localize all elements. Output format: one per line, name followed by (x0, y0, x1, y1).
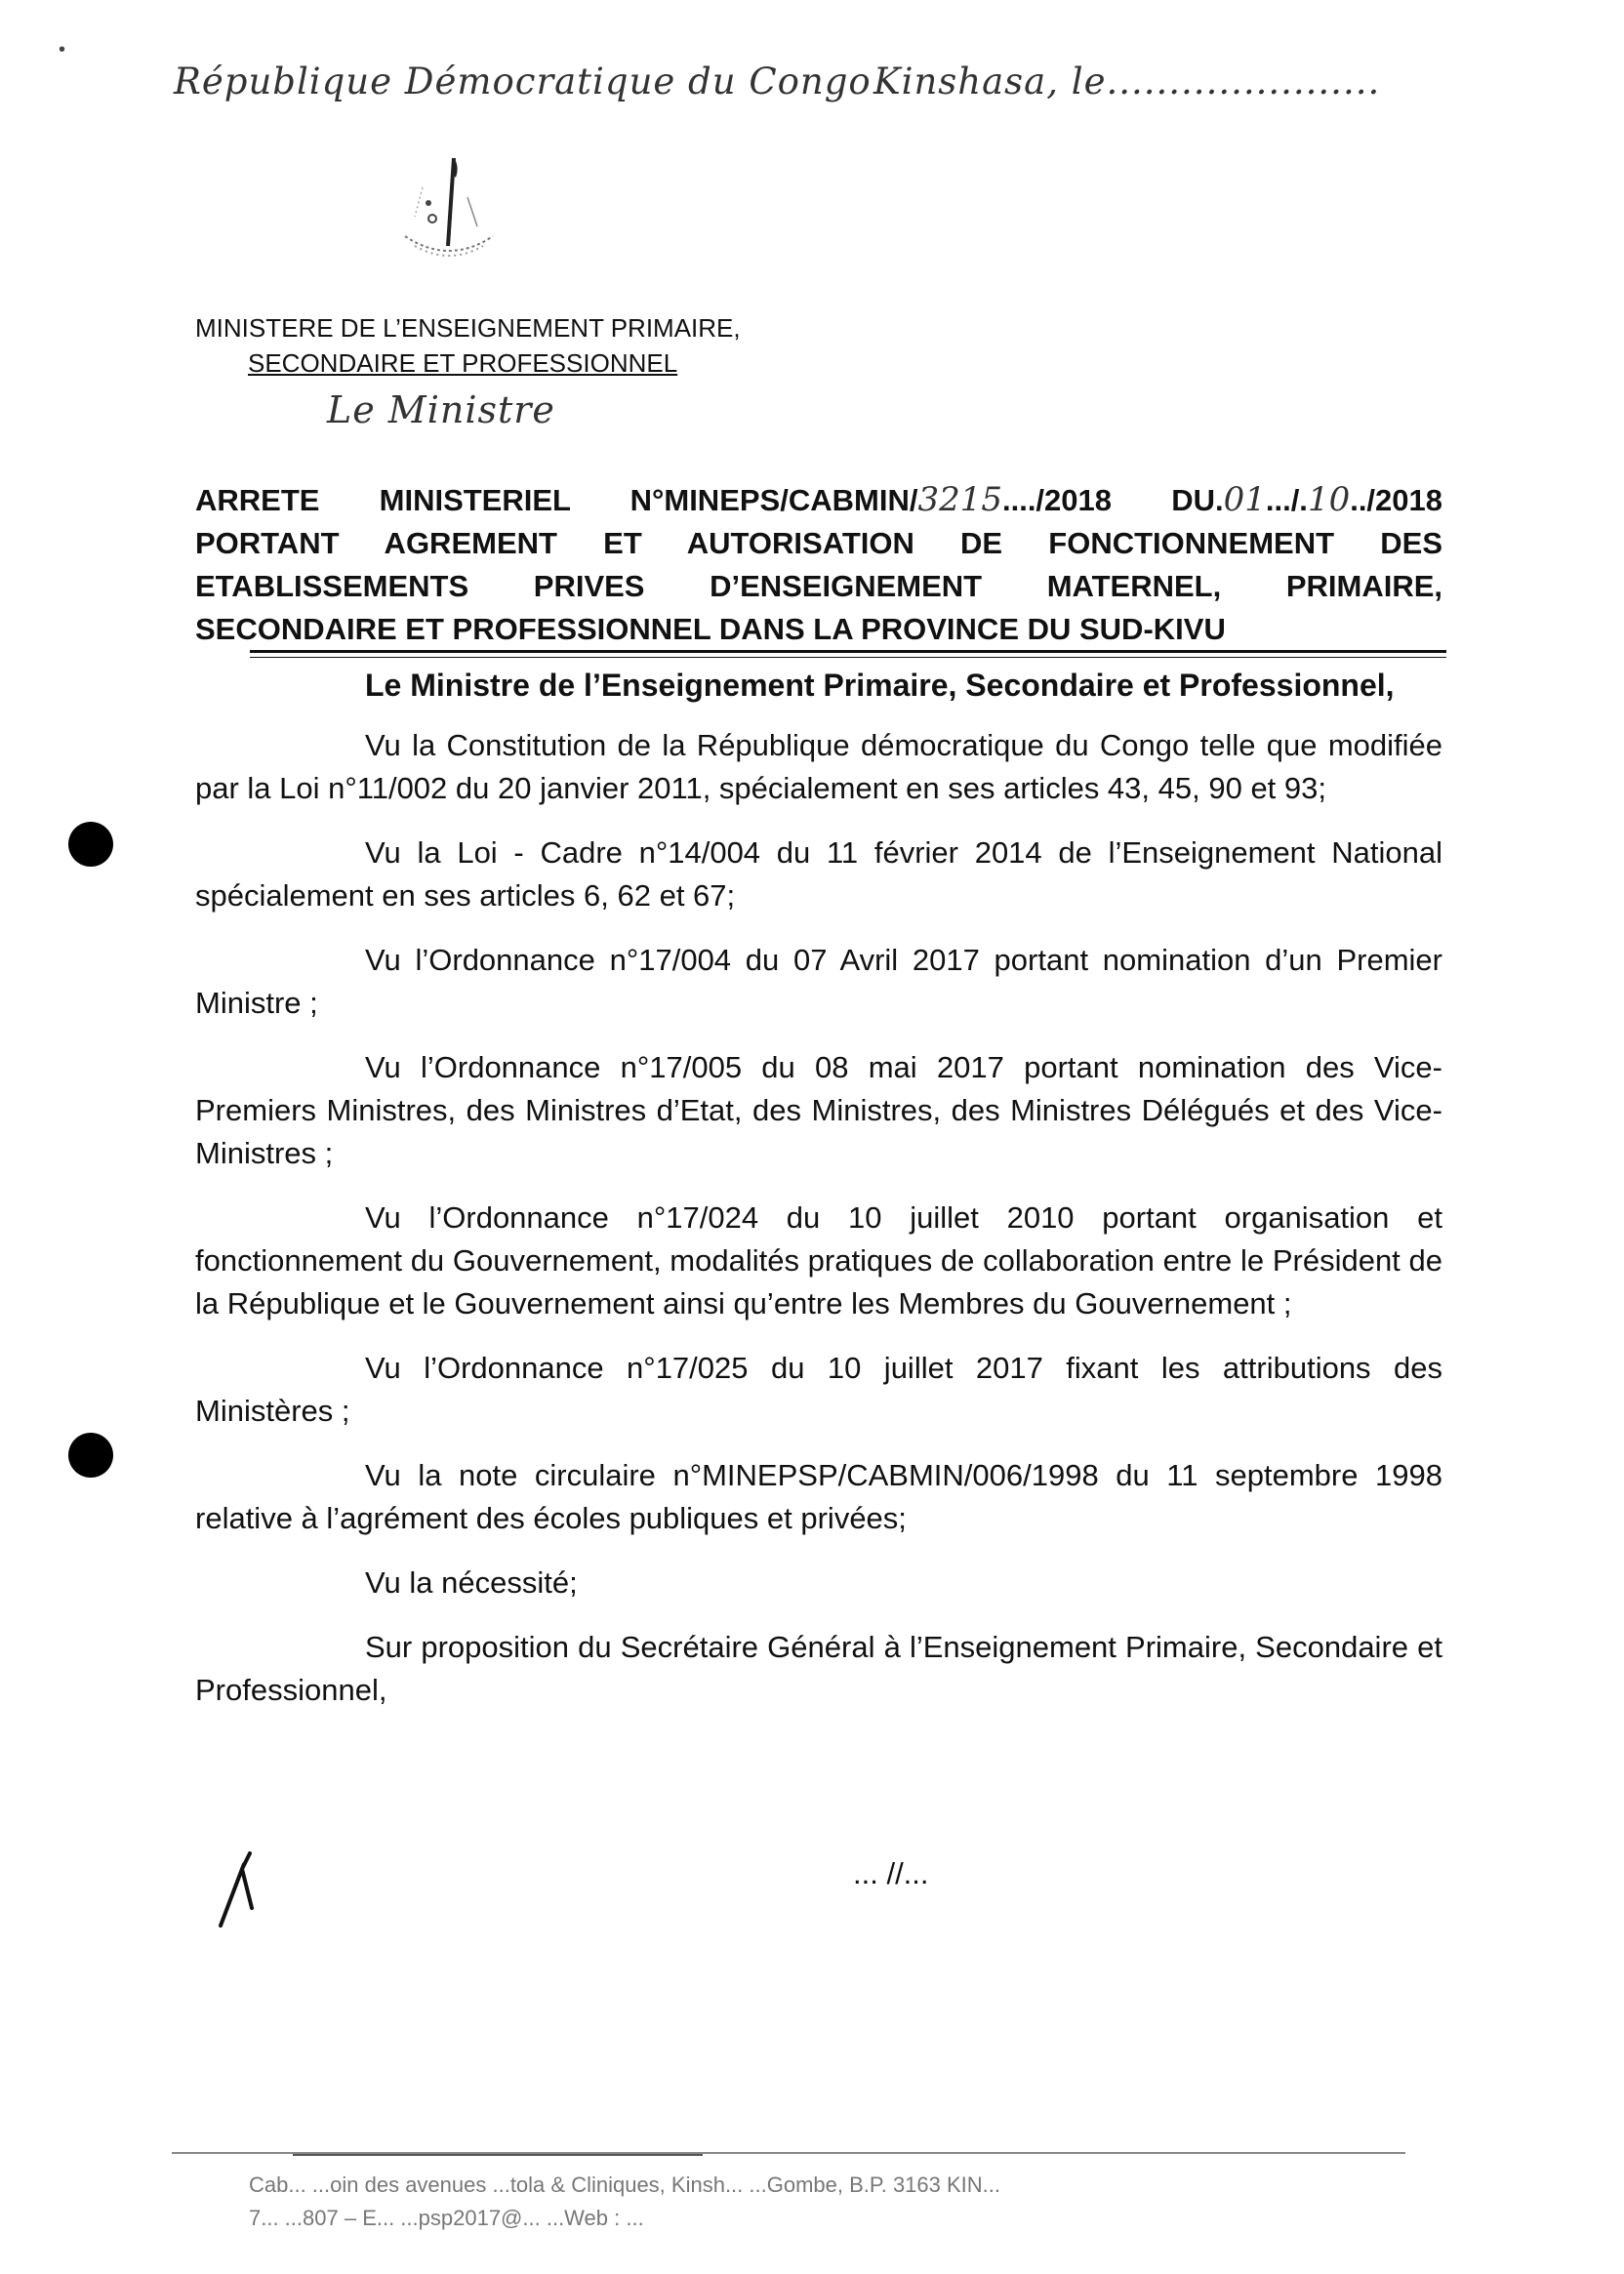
paragraph-ordonnance-004: Vu l’Ordonnance n°17/004 du 07 Avril 2017 portant nomination d’un Premier Ministre ; (195, 943, 1442, 1020)
paragraph-ordonnance-005: Vu l’Ordonnance n°17/005 du 08 mai 2017 portant nomination des Vice-Premiers Ministres, des Ministres d’Etat, des Ministres, des Ministres Délégués et des Vice-Ministres ; (195, 1050, 1442, 1170)
punch-hole-top (68, 822, 113, 867)
header-place-date: Kinshasa, le...................... (873, 61, 1381, 102)
header-country: République Démocratique du Congo (174, 61, 872, 102)
paragraph-loi-cadre: Vu la Loi - Cadre n°14/004 du 11 février 2014 de l’Enseignement National spécialement en ses articles 6, 62 et 67; (195, 835, 1442, 913)
ministry-block (195, 310, 741, 381)
paragraph-constitution: Vu la Constitution de la République démocratique du Congo telle que modifiée par la Loi n°11/002 du 20 janvier 2011, spécialement en ses articles 43, 45, 90 et 93; (195, 728, 1442, 805)
footer-rule-dark (293, 2154, 703, 2156)
footer-line2: 7... ...807 – E... ...psp2017@... ...Web : ... (249, 2206, 644, 2230)
paragraph-necessite: Vu la nécessité; (365, 1565, 578, 1600)
minister-signature-title: Le Ministre (327, 388, 555, 431)
intro-paragraph: Le Ministre de l’Enseignement Primaire, Secondaire et Professionnel, (365, 668, 1395, 703)
paragraph-proposition: Sur proposition du Secrétaire Général à l’Enseignement Primaire, Secondaire et Professionnel, (195, 1630, 1442, 1707)
arrete-ref-line: ARRETE MINISTERIEL N°MINEPS/CABMIN/3215..../2018 DU.01.../.10../2018 (195, 480, 1443, 519)
title-underline (250, 650, 1446, 653)
handwritten-day: 01 (1223, 480, 1266, 519)
handwritten-month: 10 (1307, 480, 1351, 519)
footer-line1: Cab... ...oin des avenues ...tola & Cliniques, Kinsh... ...Gombe, B.P. 3163 KIN... (249, 2172, 1001, 2197)
paragraph-ordonnance-024: Vu l’Ordonnance n°17/024 du 10 juillet 2010 portant organisation et fonctionnement du Gouvernement, modalités pratiques de collaboration entre le Président de la République et le Gouvernement ainsi qu’entre les Membres du Gouvernement ; (195, 1200, 1442, 1320)
footer-address (249, 2169, 1420, 2235)
handwritten-number: 3215 (917, 480, 1002, 519)
page-continuation: ... //... (853, 1856, 929, 1890)
title-underline-thin (250, 657, 1446, 658)
handwritten-initial-icon (213, 1849, 262, 1928)
arrete-title (195, 478, 1442, 651)
paragraph-ordonnance-025: Vu l’Ordonnance n°17/025 du 10 juillet 2017 fixant les attributions des Ministères ; (195, 1351, 1442, 1428)
scan-mark: • (59, 39, 66, 61)
coat-of-arms-icon (386, 148, 512, 275)
arrete-line3: ETABLISSEMENTS PRIVES D’ENSEIGNEMENT MATERNEL, PRIMAIRE, (195, 569, 1442, 603)
arrete-line4: SECONDAIRE ET PROFESSIONNEL DANS LA PROVINCE DU SUD-KIVU (195, 612, 1226, 646)
punch-hole-bottom (68, 1433, 113, 1478)
ministry-line2: SECONDAIRE ET PROFESSIONNEL (248, 348, 678, 378)
paragraph-note-circulaire: Vu la note circulaire n°MINEPSP/CABMIN/006/1998 du 11 septembre 1998 relative à l’agrément des écoles publiques et privées; (195, 1458, 1442, 1535)
document-body (195, 664, 1442, 1733)
arrete-line2: PORTANT AGREMENT ET AUTORISATION DE FONCTIONNEMENT DES (195, 526, 1442, 560)
ministry-line1: MINISTERE DE L’ENSEIGNEMENT PRIMAIRE, (195, 313, 741, 343)
